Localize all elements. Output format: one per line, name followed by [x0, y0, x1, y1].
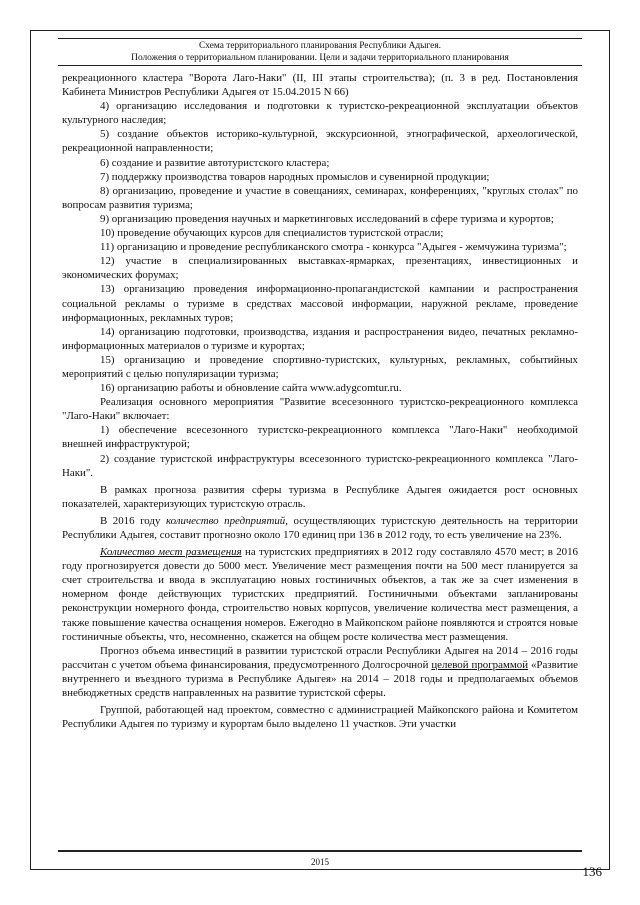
paragraph: Реализация основного мероприятия "Развитие всесезонного туристско-рекреационного комплекса "Лаго-Наки" включает:	[62, 396, 578, 423]
list-item: 12) участие в специализированных выставках-ярмарках, презентациях, инвестиционных и экономических форумах;	[62, 255, 578, 282]
paragraph-enterprises: В 2016 году количество предприятий, осуществляющих туристскую деятельность на территории Республики Адыгея, составит прогнозно около 170 единиц при 136 в 2012 году, то есть увеличение на 23%.	[62, 514, 579, 541]
list-item: 5) создание объектов историко-культурной, экскурсионной, этнографической, археологической, рекреационной направленности;	[62, 128, 578, 155]
program-link[interactable]: целевой программой	[431, 658, 529, 671]
header-rule-bottom	[58, 65, 582, 66]
list-item: 4) организацию исследования и подготовки к туристско-рекреационной эксплуатации объектов культурного наследия;	[62, 100, 578, 127]
list-item: 11) организацию и проведение республиканского смотра - конкурса "Адыгея - жемчужина туризма";	[100, 241, 567, 254]
list-item: 2) создание туристской инфраструктуры всесезонного туристско-рекреационного комплекса "Лаго-Наки".	[62, 452, 578, 479]
list-item: 10) проведение обучающих курсов для специалистов туристской отрасли;	[100, 227, 444, 240]
paragraph-group: Группой, работающей над проектом, совместно с администрацией Майкопского района и Комитетом Республики Адыгея по туризму и курортам было выделено 11 участков. Эти участки	[62, 704, 578, 731]
page-number: 136	[582, 864, 602, 879]
paragraph: рекреационного кластера "Ворота Лаго-Наки" (II, III этапы строительства); (п. 3 в ред. Постановления Кабинета Министров Республики Адыгея от 15.04.2015 N 66)	[62, 72, 578, 99]
list-item: 6) создание и развитие автотуристского кластера;	[100, 156, 330, 169]
footer-rule	[58, 850, 582, 852]
list-item: 15) организацию и проведение спортивно-туристских, культурных, рекламных, событийных мероприятий с целью популяризации туризма;	[62, 353, 578, 380]
document-body	[62, 71, 578, 731]
footer-year: 2015	[311, 857, 329, 867]
list-item: 16) организацию работы и обновление сайта www.adygcomtur.ru.	[100, 382, 402, 395]
header-subtitle: Положения о территориальном планировании. Цели и задачи территориального планирования	[131, 53, 509, 63]
paragraph: В рамках прогноза развития сферы туризма в Республике Адыгея ожидается рост основных показателей, характеризующих туристскую отрасль.	[62, 483, 578, 510]
paragraph-investments: Прогноз объема инвестиций в развитии туристской отрасли Республики Адыгея на 2014 – 2016 годы рассчитан с учетом объема финансирования, предусмотренного Долгосрочной целевой программой «Развитие внутреннего и въездного туризма в Республике Адыгея» на 2014 – 2018 годы и предполагаемых объемов внебюджетных средств направленных на развитие туристской сферы.	[62, 644, 578, 700]
list-item: 14) организацию подготовки, производства, издания и распространения видео, печатных рекламно-информационных материалов о туризме и курортах;	[62, 325, 578, 352]
list-item: 1) обеспечение всесезонного туристско-рекреационного комплекса "Лаго-Наки" необходимой внешней инфраструктурой;	[62, 424, 578, 451]
paragraph-places: Количество мест размещения на туристских предприятиях в 2012 году составляло 4570 мест; в 2016 году прогнозируется довести до 5000 мест. Увеличение мест размещения почти на 500 мест планируется за счет строительства и ввода в эксплуатацию новых гостиничных объектов, а так же за счет изменения в номерном фонде действующих туристских предприятий. Гостиничными объектами запланированы реконструкции номерного фонда, строительство новых корпусов, увеличение количества мест размещения, а также повышение качества оснащения номеров. Ежегодно в Майкопском районе появляются и строятся новые гостиничные объекты, что, несомненно, скажется на общем росте количества мест размещения.	[62, 546, 578, 643]
header-rule-top	[58, 38, 582, 39]
header-title: Схема территориального планирования Республики Адыгея.	[199, 41, 441, 51]
page-header	[58, 40, 582, 64]
list-item: 8) организацию, проведение и участие в совещаниях, семинарах, конференциях, "круглых столах" по вопросам развития туризма;	[62, 184, 578, 211]
list-item: 9) организацию проведения научных и маркетинговых исследований в сфере туризма и курортов;	[100, 212, 554, 225]
list-item: 7) поддержку производства товаров народных промыслов и сувенирной продукции;	[100, 170, 490, 183]
list-item: 13) организацию проведения информационно-пропагандистской кампании и распространения социальной рекламы о туризме в средствах массовой информации, наружной рекламе, проведение информационных, рекламных туров;	[62, 283, 578, 324]
